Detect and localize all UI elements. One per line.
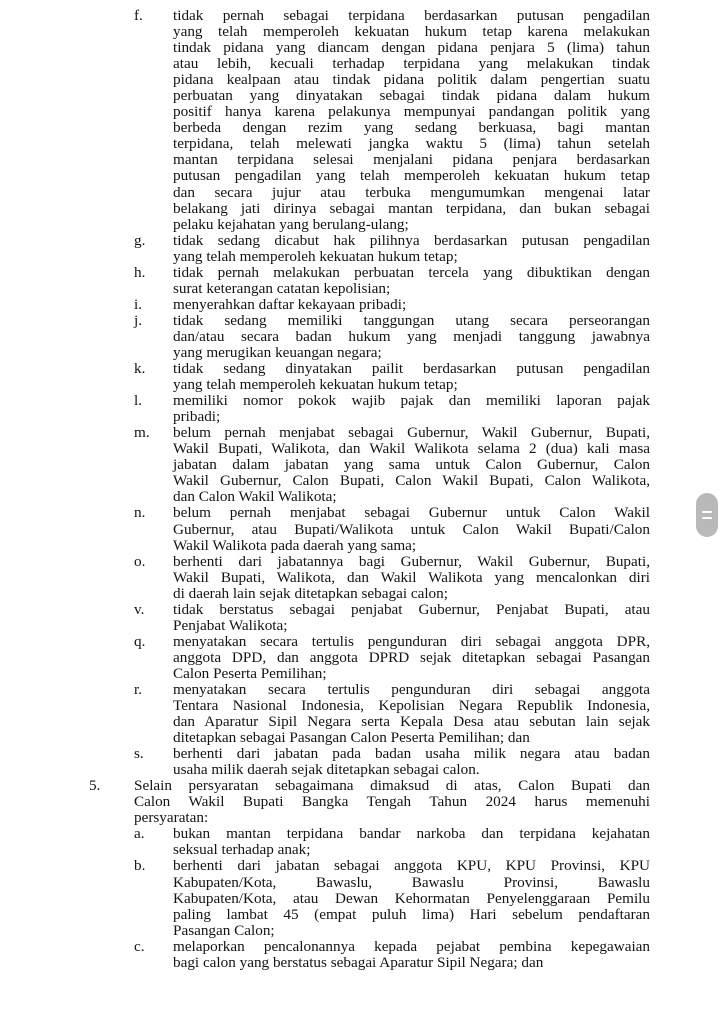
list-item	[0, 265, 721, 297]
text-line: Kabupaten/Kota, atau Dewan Kehormatan Penyelenggaraan Pemilu	[173, 889, 650, 907]
list-item	[0, 682, 721, 746]
item-label: i.	[134, 295, 143, 313]
item-label: q.	[134, 632, 146, 650]
text-line: tidak sedang dicabut hak pilihnya berdasarkan putusan pengadilan	[173, 231, 650, 249]
list-item	[0, 297, 721, 313]
item-label: a.	[134, 825, 145, 843]
item-text	[173, 682, 650, 746]
text-line: berhenti dari jabatan sebagai anggota KPU, KPU Provinsi, KPU	[173, 857, 650, 875]
list-item	[0, 858, 721, 938]
text-line: pelaku kejahatan yang berulang-ulang;	[173, 215, 409, 233]
text-line: Tentara Nasional Indonesia, Kepolisian Negara Republik Indonesia,	[173, 697, 650, 715]
text-line: Selain persyaratan sebagaimana dimaksud di atas, Calon Bupati dan	[134, 777, 650, 795]
item-label: o.	[134, 552, 146, 570]
text-line: menyatakan secara tertulis pengunduran diri sebagai anggota DPR,	[173, 632, 650, 650]
list-item	[0, 8, 721, 233]
list-item	[0, 313, 721, 361]
item-text	[173, 393, 650, 425]
list-item	[0, 602, 721, 634]
text-line: ditetapkan sebagai Pasangan Calon Peserta Pemilihan; dan	[173, 729, 530, 747]
text-line: di daerah lain sejak ditetapkan sebagai calon;	[173, 584, 448, 602]
item-text	[173, 313, 650, 361]
text-line: melaporkan pencalonannya kepada pejabat pembina kepegawaian	[173, 937, 650, 955]
text-line: seksual terhadap anak;	[173, 841, 311, 859]
list-item	[0, 425, 721, 505]
item-text	[173, 858, 650, 938]
item-label: l.	[134, 392, 143, 410]
text-line: belum pernah menjabat sebagai Gubernur untuk Calon Wakil	[173, 504, 650, 522]
text-line: berhenti dari jabatan pada badan usaha milik negara atau badan	[173, 745, 650, 763]
list-item	[0, 554, 721, 602]
text-line: yang telah memperoleh kekuatan hukum tetap;	[173, 376, 458, 394]
text-line: Wakil Walikota pada daerah yang sama;	[173, 536, 417, 554]
item-label: c.	[134, 937, 145, 955]
item-text	[173, 265, 650, 297]
item-text	[173, 554, 650, 602]
text-line: Gubernur, atau Bupati/Walikota untuk Calon Wakil Bupati/Calon	[173, 520, 650, 538]
text-line: pribadi;	[173, 408, 221, 426]
item-label: 5.	[89, 777, 101, 795]
item-label: k.	[134, 360, 146, 378]
item-label: s.	[134, 745, 144, 763]
grip-line-icon	[702, 511, 712, 513]
text-line: usaha milik daerah sejak ditetapkan sebagai calon.	[173, 761, 480, 779]
item-label: j.	[134, 311, 143, 329]
list-item	[0, 505, 721, 553]
text-line: bagi calon yang berstatus sebagai Aparatur Sipil Negara; dan	[173, 953, 544, 971]
text-line: dan Calon Wakil Walikota;	[173, 488, 337, 506]
text-line: menyerahkan daftar kekayaan pribadi;	[173, 295, 407, 313]
text-line: yang telah memperoleh kekuatan hukum tetap karena melakukan	[173, 23, 650, 41]
text-line: Wakil Bupati, Walikota, dan Wakil Walikota yang mencalonkan diri	[173, 568, 650, 586]
list-item	[0, 233, 721, 265]
text-line: menyatakan secara tertulis pengunduran diri sebagai anggota	[173, 680, 650, 698]
item-label: g.	[134, 231, 146, 249]
text-line: dan Aparatur Sipil Negara serta Kepala Desa atau sebutan lain sejak	[173, 713, 650, 731]
text-line: anggota DPD, dan anggota DPRD sejak ditetapkan sebagai Pasangan	[173, 648, 650, 666]
text-line: positif hanya karena pelakunya mempunyai pandangan politik yang	[173, 103, 650, 121]
list-item	[0, 826, 721, 858]
text-line: atau lebih, kecuali terhadap terpidana yang melakukan tindak	[173, 55, 650, 73]
item-text	[173, 505, 650, 553]
item-text	[173, 233, 650, 265]
text-line: yang merugikan keuangan negara;	[173, 343, 382, 361]
text-line: jabatan dalam jabatan yang sama untuk Calon Gubernur, Calon	[173, 456, 650, 474]
item-label: f.	[134, 7, 143, 24]
item-text	[173, 746, 650, 778]
text-line: dan secara jujur atau terbuka mengumumkan mengenai latar	[173, 183, 650, 201]
text-line: tidak berstatus sebagai penjabat Gubernur, Penjabat Bupati, atau	[173, 600, 650, 618]
text-line: bukan mantan terpidana bandar narkoba dan terpidana kejahatan	[173, 825, 650, 843]
text-line: Wakil Bupati, Walikota, dan Wakil Walikota selama 2 (dua) kali masa	[173, 440, 650, 458]
scroll-handle-icon[interactable]	[696, 493, 718, 537]
text-line: tindak pidana yang diancam dengan pidana penjara 5 (lima) tahun	[173, 39, 650, 57]
text-line: Kabupaten/Kota, Bawaslu, Bawaslu Provinsi, Bawaslu	[173, 873, 650, 891]
text-line: berhenti dari jabatannya bagi Gubernur, Wakil Gubernur, Bupati,	[173, 552, 650, 570]
list-item	[0, 634, 721, 682]
document-page	[0, 8, 721, 971]
text-line: berbeda dengan rezim yang sedang berkuasa, bagi mantan	[173, 119, 650, 137]
numbered-item	[0, 778, 721, 826]
text-line: memiliki nomor pokok wajib pajak dan memiliki laporan pajak	[173, 392, 650, 410]
text-line: surat keterangan catatan kepolisian;	[173, 279, 391, 297]
text-line: belakang jati dirinya sebagai mantan terpidana, dan bukan sebagai	[173, 199, 650, 217]
text-line: Calon Wakil Bupati Bangka Tengah Tahun 2024 harus memenuhi	[134, 793, 650, 811]
item-text	[134, 778, 650, 826]
item-text	[173, 361, 650, 393]
list-item	[0, 361, 721, 393]
text-line: tidak sedang dinyatakan pailit berdasarkan putusan pengadilan	[173, 360, 650, 378]
text-line: Wakil Gubernur, Calon Bupati, Calon Wakil Bupati, Calon Walikota,	[173, 472, 650, 490]
text-line: putusan pengadilan yang telah memperoleh kekuatan hukum tetap	[173, 167, 650, 185]
list-item	[0, 939, 721, 971]
text-line: terpidana, telah melewati jangka waktu 5 (lima) tahun setelah	[173, 135, 650, 153]
text-line: Pasangan Calon;	[173, 921, 275, 939]
item-text	[173, 602, 650, 634]
text-line: pidana kealpaan atau tindak pidana politik dalam pengertian suatu	[173, 71, 650, 89]
item-text	[173, 826, 650, 858]
grip-line-icon	[702, 517, 712, 519]
item-text	[173, 297, 650, 313]
item-text	[173, 425, 650, 505]
item-label: m.	[134, 424, 150, 442]
text-line: Penjabat Walikota;	[173, 616, 288, 634]
item-label: n.	[134, 504, 146, 522]
text-line: persyaratan:	[134, 809, 209, 827]
item-text	[173, 8, 650, 233]
list-item	[0, 393, 721, 425]
item-text	[173, 634, 650, 682]
list-item	[0, 746, 721, 778]
item-label: r.	[134, 680, 143, 698]
text-line: belum pernah menjabat sebagai Gubernur, Wakil Gubernur, Bupati,	[173, 424, 650, 442]
text-line: tidak pernah melakukan perbuatan tercela yang dibuktikan dengan	[173, 263, 650, 281]
item-label: v.	[134, 600, 145, 618]
item-text	[173, 939, 650, 971]
text-line: mantan terpidana selesai menjalani pidana penjara berdasarkan	[173, 151, 650, 169]
text-line: yang telah memperoleh kekuatan hukum tetap;	[173, 247, 458, 265]
text-line: tidak pernah sebagai terpidana berdasarkan putusan pengadilan	[173, 7, 650, 24]
text-line: tidak sedang memiliki tanggungan utang secara perseorangan	[173, 311, 650, 329]
text-line: paling lambat 45 (empat puluh lima) Hari sebelum pendaftaran	[173, 905, 650, 923]
text-line: Calon Peserta Pemilihan;	[173, 664, 327, 682]
item-label: h.	[134, 263, 146, 281]
text-line: perbuatan yang dinyatakan sebagai tindak pidana dalam hukum	[173, 87, 650, 105]
text-line: dan/atau secara badan hukum yang menjadi tanggung jawabnya	[173, 327, 650, 345]
item-label: b.	[134, 857, 146, 875]
